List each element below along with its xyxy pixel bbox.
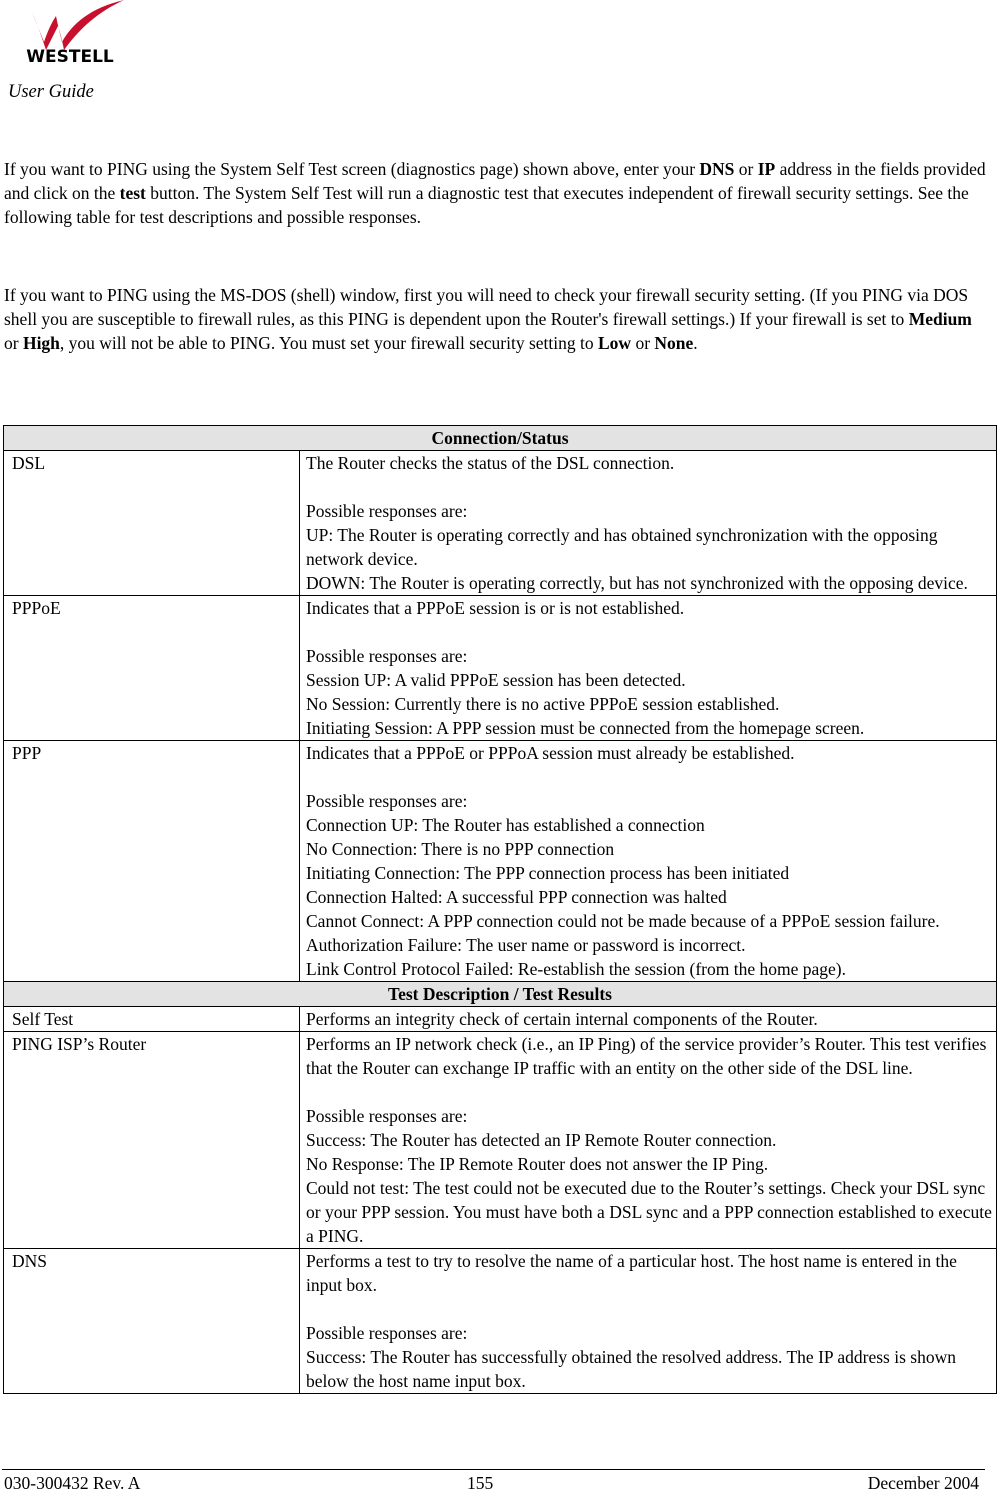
row-desc-ppp — [300, 741, 997, 982]
row-label-dsl: DSL — [4, 451, 300, 596]
ppp-response-no-connection: No Connection: There is no PPP connection — [306, 839, 615, 859]
row-label-ppp: PPP — [4, 741, 300, 982]
intro-paragraph-ping-msdos: If you want to PING using the MS-DOS (shell) window, first you will need to check your firewall security setting. (If you PING via DOS shell you are susceptible to firewall rules, as this PING is dependent upon the Router's firewall settings.) If your firewall is set to Medium or High, you will not be able to PING. You must set your firewall security setting to Low or None. — [4, 285, 972, 353]
dns-responses-intro: Possible responses are: — [306, 1323, 468, 1343]
ppp-response-halted: Connection Halted: A successful PPP connection was halted — [306, 887, 727, 907]
row-desc-ping-isp — [300, 1032, 997, 1249]
footer-date: December 2004 — [867, 1473, 979, 1493]
row-desc-dsl — [300, 451, 997, 596]
section-header-test-description: Test Description / Test Results — [4, 982, 997, 1007]
row-label-ping-isp: PING ISP’s Router — [4, 1032, 300, 1249]
westell-logo — [14, 0, 126, 64]
dsl-description: The Router checks the status of the DSL connection. — [306, 453, 675, 473]
ppp-response-connection-up: Connection UP: The Router has established a connection — [306, 815, 705, 835]
row-desc-pppoe — [300, 596, 997, 741]
ping-isp-response-no-response: No Response: The IP Remote Router does not answer the IP Ping. — [306, 1154, 769, 1174]
dsl-responses-intro: Possible responses are: — [306, 501, 468, 521]
diagnostics-table — [3, 425, 997, 1394]
ping-isp-description: Performs an IP network check (i.e., an IP Ping) of the service provider’s Router. This test verifies that the Router can exchange IP traffic with an entity on the other side of the DSL line. — [306, 1034, 987, 1078]
dsl-response-down: DOWN: The Router is operating correctly, but has not synchronized with the opposing device. — [306, 573, 968, 593]
ping-isp-response-could-not-test: Could not test: The test could not be executed due to the Router’s settings. Check your DSL sync or your PPP session. You must have both a DSL sync and a PPP connection established to execute a PING. — [306, 1178, 992, 1246]
section-header-row — [4, 982, 997, 1007]
ppp-response-auth-failure: Authorization Failure: The user name or password is incorrect. — [306, 935, 746, 955]
row-label-self-test: Self Test — [4, 1007, 300, 1032]
pppoe-responses-intro: Possible responses are: — [306, 646, 468, 666]
table-row-ping-isp — [4, 1032, 997, 1249]
section-header-connection-status: Connection/Status — [4, 426, 997, 451]
pppoe-description: Indicates that a PPPoE session is or is not established. — [306, 598, 685, 618]
footer-divider — [2, 1469, 985, 1470]
self-test-description: Performs an integrity check of certain internal components of the Router. — [306, 1009, 818, 1029]
table-row-ppp — [4, 741, 997, 982]
section-header-row — [4, 426, 997, 451]
ppp-responses-intro: Possible responses are: — [306, 791, 468, 811]
pppoe-response-no-session: No Session: Currently there is no active PPPoE session established. — [306, 694, 780, 714]
ppp-response-lcp-failed: Link Control Protocol Failed: Re-establish the session (from the home page). — [306, 959, 846, 979]
footer-page-number: 155 — [467, 1473, 494, 1493]
table-row-pppoe — [4, 596, 997, 741]
pppoe-response-initiating: Initiating Session: A PPP session must be connected from the homepage screen. — [306, 718, 865, 738]
ping-isp-responses-intro: Possible responses are: — [306, 1106, 468, 1126]
dsl-response-up: UP: The Router is operating correctly and has obtained synchronization with the opposing network device. — [306, 525, 938, 569]
ppp-description: Indicates that a PPPoE or PPPoA session must already be established. — [306, 743, 795, 763]
table-row-dns — [4, 1249, 997, 1394]
ppp-response-initiating: Initiating Connection: The PPP connection process has been initiated — [306, 863, 790, 883]
logo-wordmark: WESTELL — [26, 47, 114, 64]
dns-response-success: Success: The Router has successfully obtained the resolved address. The IP address is shown below the host name input box. — [306, 1347, 956, 1391]
row-label-dns: DNS — [4, 1249, 300, 1394]
table-row-self-test — [4, 1007, 997, 1032]
table-row-dsl — [4, 451, 997, 596]
user-guide-label: User Guide — [8, 82, 94, 102]
row-label-pppoe: PPPoE — [4, 596, 300, 741]
row-desc-dns — [300, 1249, 997, 1394]
footer-doc-number: 030-300432 Rev. A — [4, 1473, 141, 1493]
ppp-response-cannot-connect: Cannot Connect: A PPP connection could not be made because of a PPPoE session failure. — [306, 911, 940, 931]
dns-description: Performs a test to try to resolve the name of a particular host. The host name is entered in the input box. — [306, 1251, 957, 1295]
row-desc-self-test — [300, 1007, 997, 1032]
ping-isp-response-success: Success: The Router has detected an IP Remote Router connection. — [306, 1130, 777, 1150]
intro-paragraph-ping-self-test: If you want to PING using the System Self Test screen (diagnostics page) shown above, enter your DNS or IP address in the fields provided and click on the test button. The System Self Test will run a diagnostic test that executes independent of firewall security settings. See the following table for test descriptions and possible responses. — [4, 159, 986, 227]
pppoe-response-session-up: Session UP: A valid PPPoE session has been detected. — [306, 670, 686, 690]
